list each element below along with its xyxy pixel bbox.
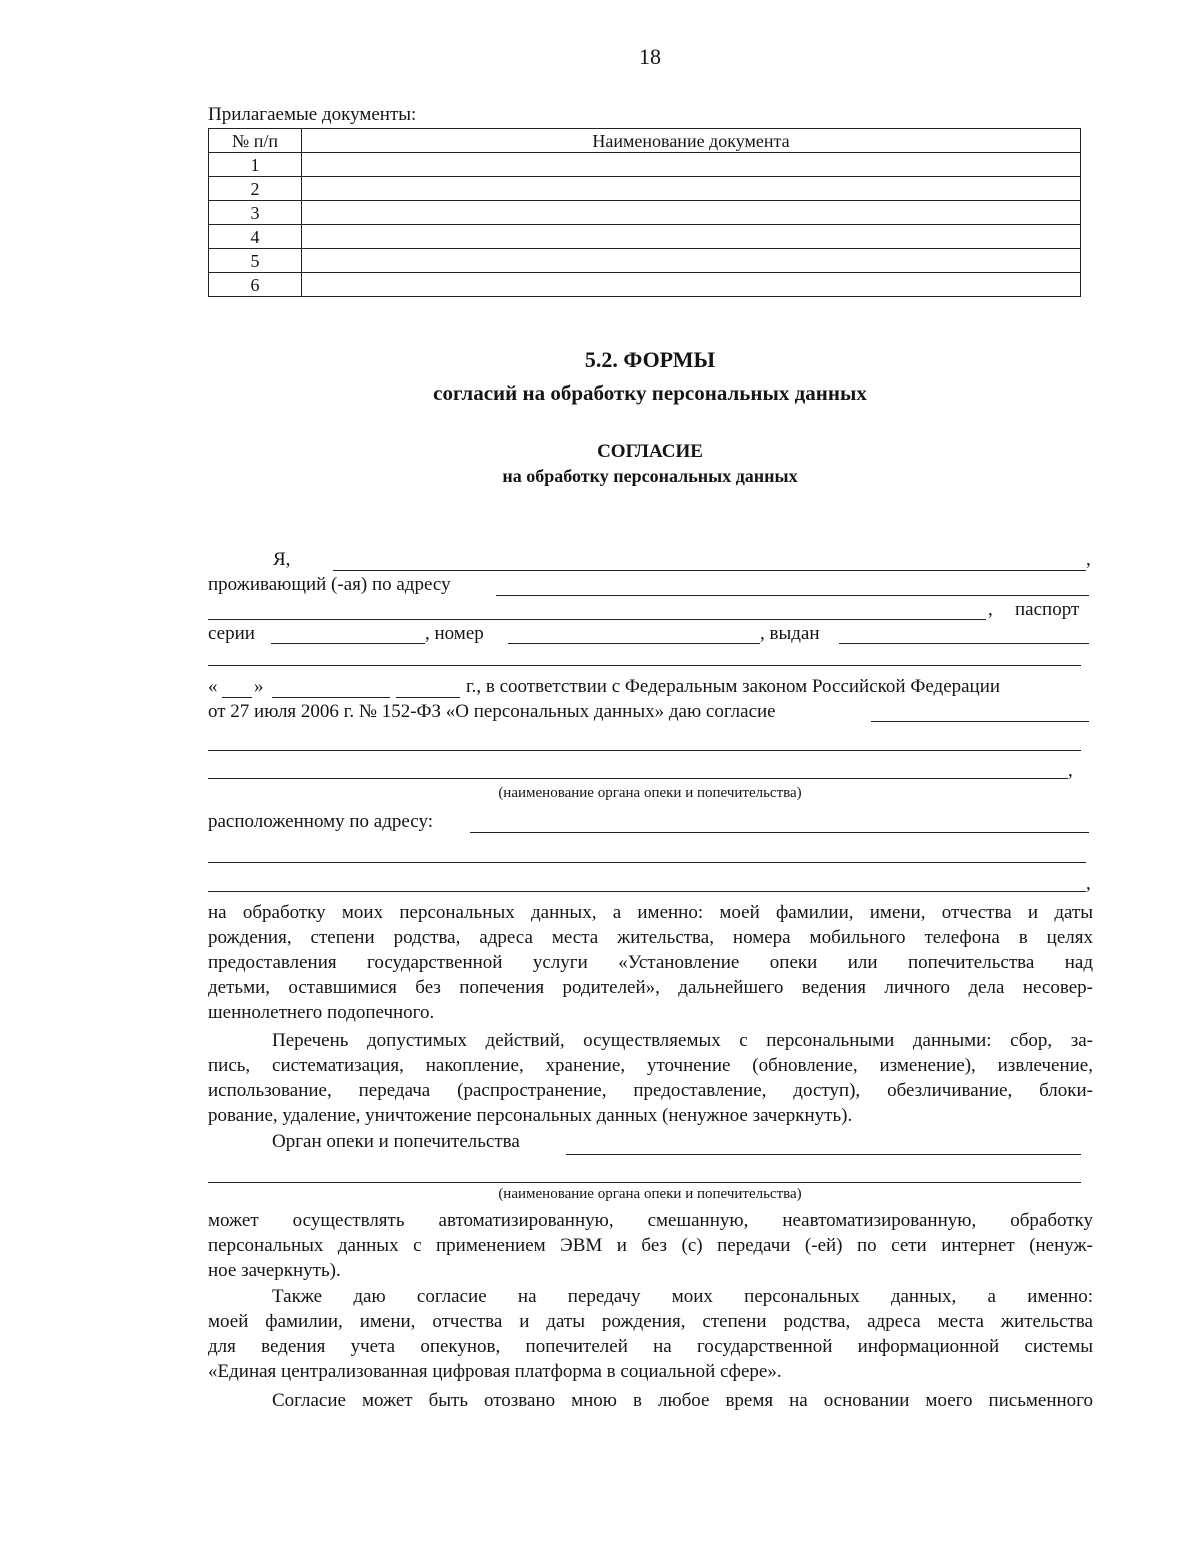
- day-field[interactable]: [222, 697, 252, 698]
- paragraph-line: использование, передача (распространение, предоставление, доступ), обезличивание, блоки-: [208, 1080, 1093, 1101]
- paragraph-line: Перечень допустимых действий, осуществляемых с персональными данными: сбор, за-: [272, 1030, 1093, 1051]
- table-row: [209, 249, 1081, 273]
- comma: ,: [1086, 873, 1091, 894]
- row-number: 5: [209, 249, 302, 273]
- paragraph-line: «Единая централизованная цифровая платформа в социальной сфере».: [208, 1361, 782, 1382]
- consent-title: СОГЛАСИЕ: [597, 441, 703, 462]
- number-label: , номер: [425, 623, 484, 644]
- issued-label: , выдан: [760, 623, 820, 644]
- organ-label: Орган опеки и попечительства: [272, 1131, 520, 1152]
- paragraph-line: предоставления государственной услуги «Установление опеки или попечительства над: [208, 952, 1093, 973]
- consent-paragraph-2: [208, 1028, 1093, 1128]
- passport-label: паспорт: [1015, 599, 1080, 620]
- row-number: 4: [209, 225, 302, 249]
- table-row: [209, 201, 1081, 225]
- consent-paragraph-3: [208, 1208, 1093, 1283]
- paragraph-line: Согласие может быть отозвано мною в любое время на основании моего письменного: [272, 1390, 1093, 1411]
- date-quote-open: «: [208, 676, 218, 697]
- address-field-2[interactable]: [208, 619, 986, 620]
- column-header-number: № п/п: [209, 129, 302, 153]
- section-title: 5.2. ФОРМЫ: [584, 347, 716, 372]
- row-number: 3: [209, 201, 302, 225]
- paragraph-line: рование, удаление, уничтожение персональных данных (ненужное зачеркнуть).: [208, 1105, 853, 1126]
- organ-caption: (наименование органа опеки и попечительства): [498, 785, 802, 801]
- organ-address-field-3[interactable]: [208, 891, 1086, 892]
- row-document-cell[interactable]: [302, 273, 1081, 297]
- row-document-cell[interactable]: [302, 153, 1081, 177]
- organ-name-field-3[interactable]: [208, 778, 1068, 779]
- full-name-field[interactable]: [333, 570, 1086, 571]
- row-document-cell[interactable]: [302, 201, 1081, 225]
- comma: ,: [1068, 760, 1073, 781]
- paragraph-line: детьми, оставшимися без попечения родителей», дальнейшего ведения личного дела несовер-: [208, 977, 1093, 998]
- issued-by-field-2[interactable]: [208, 665, 1081, 666]
- organ-name-field-2[interactable]: [208, 750, 1081, 751]
- consent-paragraph-1: [208, 900, 1093, 1025]
- row-number: 6: [209, 273, 302, 297]
- table-row: [209, 225, 1081, 249]
- row-document-cell[interactable]: [302, 225, 1081, 249]
- consent-paragraph-5: [208, 1388, 1093, 1413]
- page-number: 18: [639, 44, 661, 69]
- address-field[interactable]: [496, 595, 1089, 596]
- paragraph-line: Также даю согласие на передачу моих персональных данных, а именно:: [272, 1286, 1093, 1307]
- row-number: 2: [209, 177, 302, 201]
- row-number: 1: [209, 153, 302, 177]
- organ-address-field-2[interactable]: [208, 862, 1086, 863]
- residing-label: проживающий (-ая) по адресу: [208, 574, 451, 595]
- comma: ,: [988, 599, 993, 620]
- organ-address-field[interactable]: [470, 832, 1089, 833]
- paragraph-line: на обработку моих персональных данных, а именно: моей фамилии, имени, отчества и даты: [208, 902, 1093, 923]
- law-reference-text: г., в соответствии с Федеральным законом Российской Федерации: [466, 676, 1001, 697]
- section-subtitle: согласий на обработку персональных данных: [433, 381, 867, 405]
- year-field[interactable]: [396, 697, 460, 698]
- paragraph-line: рождения, степени родства, адреса места жительства, номера мобильного телефона в целях: [208, 927, 1093, 948]
- table-header-row: [209, 129, 1081, 153]
- month-field[interactable]: [272, 697, 390, 698]
- attachments-label: Прилагаемые документы:: [208, 104, 417, 125]
- paragraph-line: персональных данных с применением ЭВМ и без (с) передачи (-ей) по сети интернет (ненуж-: [208, 1235, 1093, 1256]
- paragraph-line: может осуществлять автоматизированную, смешанную, неавтоматизированную, обработку: [208, 1210, 1093, 1231]
- paragraph-line: ное зачеркнуть).: [208, 1260, 341, 1281]
- paragraph-line: моей фамилии, имени, отчества и даты рождения, степени родства, адреса места жительства: [208, 1311, 1093, 1332]
- table-row: [209, 153, 1081, 177]
- passport-series-field[interactable]: [271, 643, 425, 644]
- attachments-table: [208, 128, 1081, 297]
- consent-subtitle: на обработку персональных данных: [502, 466, 798, 486]
- paragraph-line: пись, систематизация, накопление, хранение, уточнение (обновление, изменение), извлечение,: [208, 1055, 1093, 1076]
- issued-by-field[interactable]: [839, 643, 1089, 644]
- paragraph-line: шеннолетнего подопечного.: [208, 1002, 435, 1023]
- paragraph-line: для ведения учета опекунов, попечителей на государственной информационной системы: [208, 1336, 1093, 1357]
- table-row: [209, 273, 1081, 297]
- row-document-cell[interactable]: [302, 249, 1081, 273]
- series-label: серии: [208, 623, 255, 644]
- passport-number-field[interactable]: [508, 643, 760, 644]
- organ-field[interactable]: [566, 1154, 1081, 1155]
- law-line-text: от 27 июля 2006 г. № 152-ФЗ «О персональных данных» даю согласие: [208, 701, 776, 722]
- located-label: расположенному по адресу:: [208, 811, 433, 832]
- date-quote-close: »: [254, 676, 264, 697]
- organ-field-2[interactable]: [208, 1182, 1081, 1183]
- table-row: [209, 177, 1081, 201]
- consent-paragraph-4: [208, 1284, 1093, 1384]
- comma: ,: [1086, 549, 1091, 570]
- column-header-name: Наименование документа: [302, 129, 1081, 153]
- i-label: Я,: [273, 549, 291, 570]
- row-document-cell[interactable]: [302, 177, 1081, 201]
- organ-caption-2: (наименование органа опеки и попечительства): [498, 1186, 802, 1202]
- organ-name-field[interactable]: [871, 721, 1089, 722]
